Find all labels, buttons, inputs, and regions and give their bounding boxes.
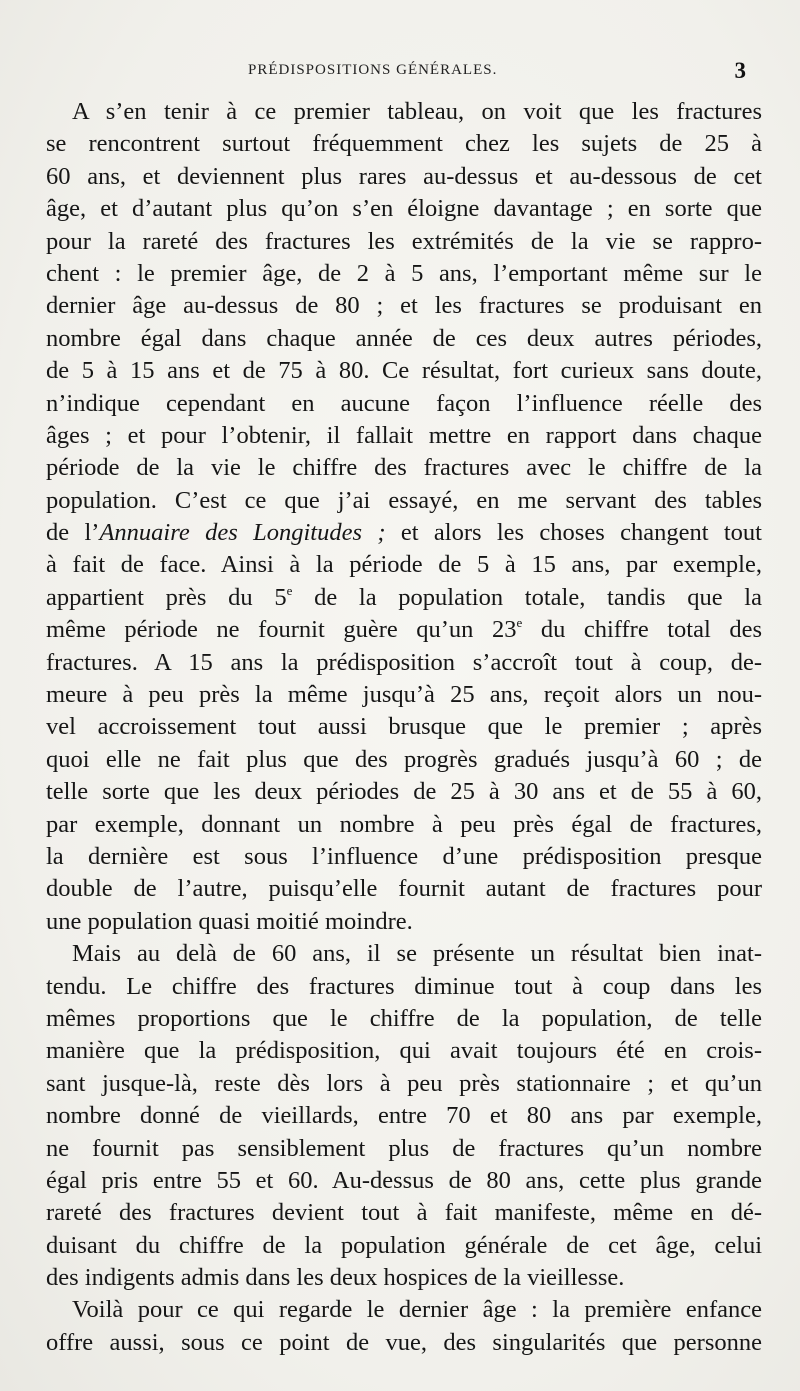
text-line: telle sorte que les deux périodes de 25 à 30 ans et de 55 à 60,: [46, 778, 762, 806]
text-line: nombre égal dans chaque année de ces deux autres périodes,: [46, 324, 762, 352]
text-line: 60 ans, et deviennent plus rares au-dessus et au-dessous de cet: [46, 162, 762, 190]
text-line: se rencontrent surtout fréquemment chez les sujets de 25 à: [46, 130, 762, 158]
text-line: tendu. Le chiffre des fractures diminue tout à coup dans les: [46, 972, 762, 1000]
text-line: fractures. A 15 ans la prédisposition s’accroît tout à coup, de-: [46, 648, 762, 676]
paragraph-1: [46, 96, 762, 938]
text-line: sant jusque-là, reste dès lors à peu près stationnaire ; et qu’un: [46, 1069, 762, 1097]
text-segment: de l’: [46, 519, 100, 547]
text-line: période de la vie le chiffre des fractures avec le chiffre de la: [46, 454, 762, 482]
superscript: e: [516, 615, 523, 631]
italic-title: Annuaire des Longitudes ;: [99, 519, 386, 547]
text-line: des indigents admis dans les deux hospices de la vieillesse.: [46, 1264, 625, 1292]
page-number: 3: [734, 58, 746, 83]
text-line: Mais au delà de 60 ans, il se présente un résultat bien inat-: [72, 940, 762, 968]
text-line: population. C’est ce que j’ai essayé, en me servant des tables: [46, 486, 762, 514]
text-line: de 5 à 15 ans et de 75 à 80. Ce résultat, fort curieux sans doute,: [46, 357, 762, 385]
text-line: âge, et d’autant plus qu’on s’en éloigne davantage ; en sorte que: [46, 195, 762, 223]
text-line: la dernière est sous l’influence d’une prédisposition presque: [46, 842, 762, 870]
text-line: à fait de face. Ainsi à la période de 5 à 15 ans, par exemple,: [46, 551, 762, 579]
text-line-annuaire: [46, 517, 762, 549]
text-line: A s’en tenir à ce premier tableau, on voit que les fractures: [72, 98, 762, 125]
text-segment: même période ne fournit guère qu’un 23: [46, 616, 517, 644]
text-line: duisant du chiffre de la population générale de cet âge, celui: [46, 1231, 762, 1259]
text-line: vel accroissement tout aussi brusque que le premier ; après: [46, 713, 762, 741]
text-line: offre aussi, sous ce point de vue, des singularités que personne: [46, 1328, 762, 1356]
text-segment: appartient près du 5: [46, 583, 287, 611]
text-line: chent : le premier âge, de 2 à 5 ans, l’emportant même sur le: [46, 259, 762, 287]
text-segment: du chiffre total des: [522, 616, 762, 644]
running-head: PRÉDISPOSITIONS GÉNÉRALES.: [248, 62, 498, 78]
text-line: nombre donné de vieillards, entre 70 et 80 ans par exemple,: [46, 1102, 762, 1130]
text-line: Voilà pour ce qui regarde le dernier âge : la première enfance: [72, 1296, 762, 1324]
page-header: [0, 58, 800, 84]
text-line: manière que la prédisposition, qui avait toujours été en crois-: [46, 1037, 762, 1065]
text-line: dernier âge au-dessus de 80 ; et les fractures se produisant en: [46, 292, 762, 320]
text-line: quoi elle ne fait plus que des progrès gradués jusqu’à 60 ; de: [46, 745, 762, 773]
text-line: double de l’autre, puisqu’elle fournit autant de fractures pour: [46, 875, 762, 903]
text-line: par exemple, donnant un nombre à peu près égal de fractures,: [46, 810, 762, 838]
text-line: âges ; et pour l’obtenir, il fallait mettre en rapport dans chaque: [46, 421, 762, 449]
paragraph-3: [46, 1294, 762, 1359]
text-line: ne fournit pas sensiblement plus de fractures qu’un nombre: [46, 1134, 762, 1162]
paragraph-2: [46, 938, 762, 1294]
text-line: n’indique cependant en aucune façon l’influence réelle des: [46, 389, 762, 417]
text-line-twentythird: [46, 614, 762, 646]
text-line: rareté des fractures devient tout à fait manifeste, même en dé-: [46, 1199, 762, 1227]
text-line: pour la rareté des fractures les extrémités de la vie se rappro-: [46, 227, 762, 255]
body-text: [46, 96, 762, 1359]
text-segment: de la population totale, tandis que la: [292, 583, 762, 611]
text-line: meure à peu près la même jusqu’à 25 ans, reçoit alors un nou-: [46, 681, 762, 709]
text-line-fifth: [46, 582, 762, 614]
text-line: égal pris entre 55 et 60. Au-dessus de 80 ans, cette plus grande: [46, 1166, 762, 1194]
text-segment: et alors les choses changent tout: [385, 519, 762, 547]
superscript: e: [286, 582, 293, 598]
text-line: mêmes proportions que le chiffre de la population, de telle: [46, 1004, 762, 1032]
text-line: une population quasi moitié moindre.: [46, 907, 413, 935]
